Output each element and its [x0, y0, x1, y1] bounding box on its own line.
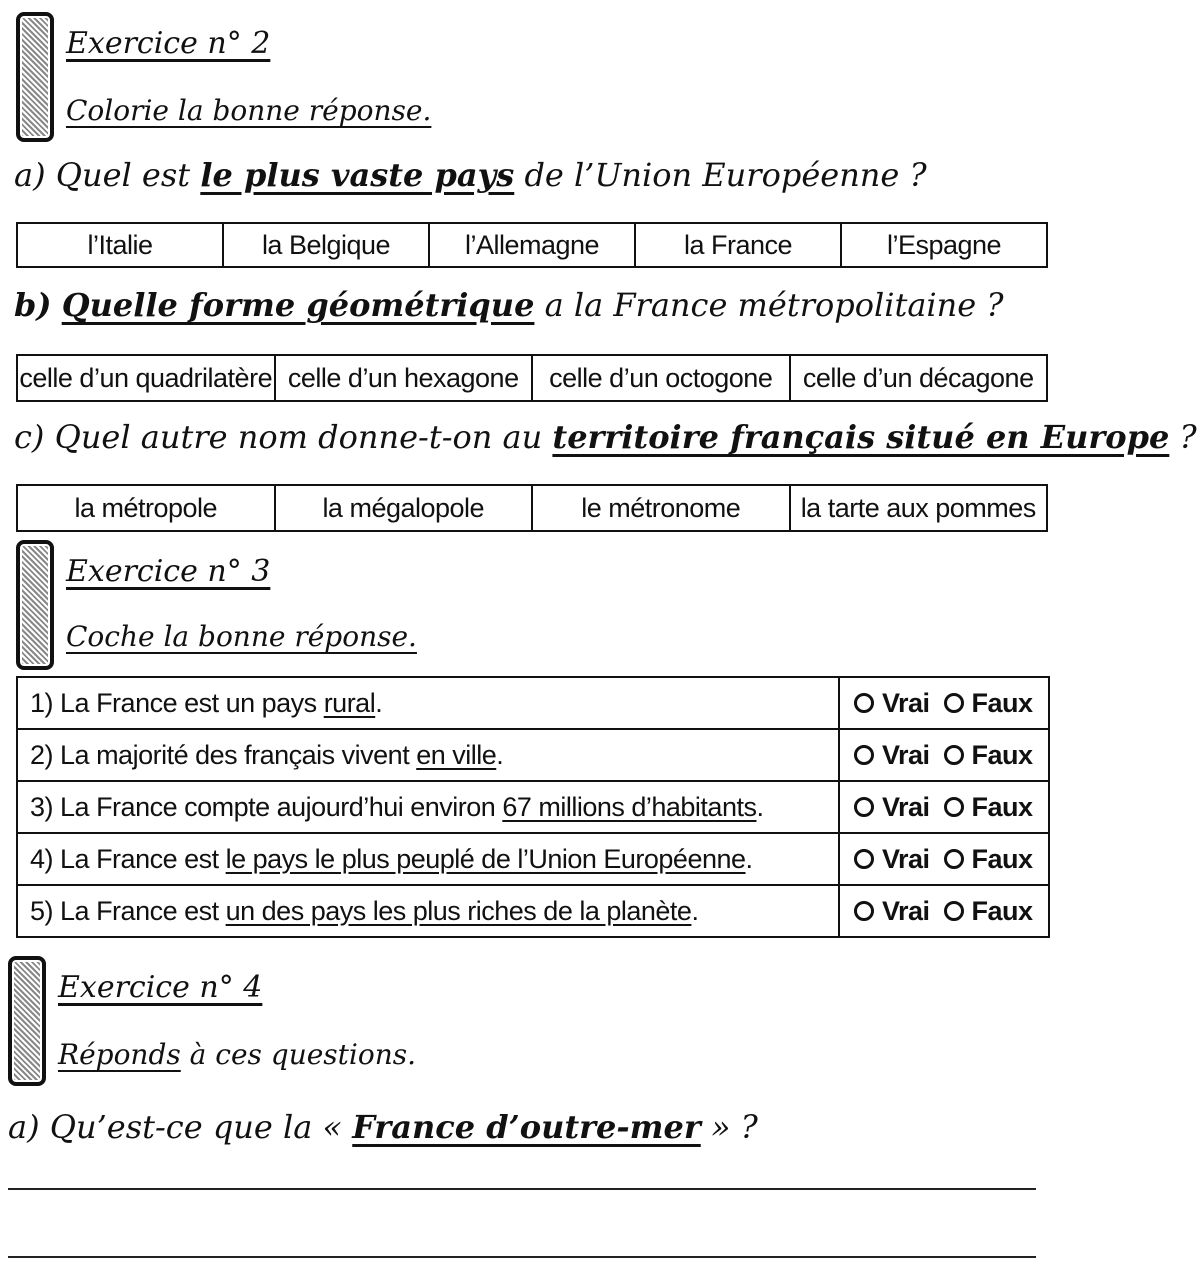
exercise-3-title: Exercice n° 3	[66, 554, 271, 589]
question-2a-pre: Quel est	[55, 156, 191, 194]
statement-number: 2)	[30, 739, 54, 770]
statement-underlined: rural	[323, 687, 376, 718]
choice-cell[interactable]: la Belgique	[223, 223, 429, 267]
radio-true[interactable]	[854, 901, 874, 921]
radio-true[interactable]	[854, 849, 874, 869]
choice-cell[interactable]: la mégalopole	[275, 485, 533, 531]
statement-end: .	[375, 687, 383, 718]
false-label: Faux	[971, 843, 1033, 874]
statement-end: .	[691, 895, 699, 926]
choice-cell[interactable]: l’Allemagne	[429, 223, 635, 267]
question-2b-post: a la France métropolitaine ?	[544, 286, 1004, 324]
question-2c-label: c)	[14, 418, 45, 456]
statement-number: 3)	[30, 791, 54, 822]
choice-cell[interactable]: l’Italie	[17, 223, 223, 267]
exercise-4-title: Exercice n° 4	[58, 970, 263, 1005]
true-false-options	[839, 729, 1049, 781]
question-4a-post: » ?	[710, 1108, 758, 1146]
exercise-3-instruction-text: Coche la bonne réponse.	[66, 620, 417, 653]
question-4a-emphasis: France d’outre-mer	[352, 1108, 701, 1146]
statement-text: La France est un pays	[60, 687, 324, 718]
choice-cell[interactable]: la métropole	[17, 485, 275, 531]
choices-2b	[16, 354, 1048, 402]
question-4a-pre: Qu’est-ce que la «	[49, 1108, 343, 1146]
question-2a-emphasis: le plus vaste pays	[200, 156, 515, 194]
statement-underlined: un des pays les plus riches de la planète	[225, 895, 692, 926]
exercise-4-instruction-underlined: Réponds	[58, 1038, 181, 1071]
choices-2c	[16, 484, 1048, 532]
exercise-4-marker	[8, 956, 46, 1086]
false-label: Faux	[971, 687, 1033, 718]
statement-end: .	[496, 739, 504, 770]
true-label: Vrai	[882, 791, 930, 822]
statement-underlined: 67 millions d’habitants	[502, 791, 757, 822]
exercise-3-instruction	[66, 620, 417, 653]
choice-cell[interactable]: celle d’un hexagone	[275, 355, 533, 401]
statement-text: La France est	[60, 895, 226, 926]
statement-number: 1)	[30, 687, 54, 718]
statement-text: La France est	[60, 843, 226, 874]
statement-text: La majorité des français vivent	[60, 739, 417, 770]
question-2a-post: de l’Union Européenne ?	[524, 156, 927, 194]
radio-true[interactable]	[854, 797, 874, 817]
choices-2a	[16, 222, 1048, 268]
true-label: Vrai	[882, 843, 930, 874]
statement-underlined: en ville	[416, 739, 497, 770]
question-2b	[14, 286, 1004, 324]
question-2c-post: ?	[1179, 418, 1197, 456]
exercise-4-instruction-rest: à ces questions.	[180, 1038, 417, 1071]
statement	[17, 729, 839, 781]
choice-cell[interactable]: la France	[635, 223, 841, 267]
statement-text: La France compte aujourd’hui environ	[60, 791, 503, 822]
statement	[17, 781, 839, 833]
true-label: Vrai	[882, 895, 930, 926]
exercise-3-marker	[16, 540, 54, 670]
statement-number: 4)	[30, 843, 54, 874]
statement-end: .	[756, 791, 764, 822]
question-2a	[14, 156, 927, 194]
radio-false[interactable]	[944, 797, 964, 817]
statement-number: 5)	[30, 895, 54, 926]
answer-line[interactable]	[8, 1256, 1036, 1258]
true-false-table	[16, 676, 1050, 938]
choice-cell[interactable]: la tarte aux pommes	[790, 485, 1048, 531]
table-row	[17, 833, 1049, 885]
table-row	[17, 677, 1049, 729]
true-false-options	[839, 781, 1049, 833]
statement	[17, 885, 839, 937]
question-2c-emphasis: territoire français situé en Europe	[552, 418, 1170, 456]
false-label: Faux	[971, 739, 1033, 770]
exercise-2-marker	[16, 12, 54, 142]
question-4a	[8, 1108, 758, 1146]
radio-false[interactable]	[944, 693, 964, 713]
false-label: Faux	[971, 791, 1033, 822]
answer-line[interactable]	[8, 1188, 1036, 1190]
statement	[17, 677, 839, 729]
exercise-2-instruction	[66, 94, 431, 127]
radio-false[interactable]	[944, 745, 964, 765]
choice-cell[interactable]: le métronome	[532, 485, 790, 531]
true-false-options	[839, 885, 1049, 937]
question-2a-label: a)	[14, 156, 46, 194]
choice-cell[interactable]: celle d’un décagone	[790, 355, 1048, 401]
radio-true[interactable]	[854, 693, 874, 713]
true-label: Vrai	[882, 687, 930, 718]
radio-true[interactable]	[854, 745, 874, 765]
exercise-4-instruction	[58, 1038, 416, 1071]
question-4a-label: a)	[8, 1108, 40, 1146]
statement-underlined: le pays le plus peuplé de l’Union Européenne	[225, 843, 746, 874]
exercise-2-title: Exercice n° 2	[66, 26, 271, 61]
choice-cell[interactable]: l’Espagne	[841, 223, 1047, 267]
choice-cell[interactable]: celle d’un octogone	[532, 355, 790, 401]
table-row	[17, 885, 1049, 937]
radio-false[interactable]	[944, 901, 964, 921]
statement-end: .	[745, 843, 753, 874]
choice-cell[interactable]: celle d’un quadrilatère	[17, 355, 275, 401]
question-2c-pre: Quel autre nom donne-t-on au	[54, 418, 543, 456]
exercise-2-instruction-text: Colorie la bonne réponse.	[66, 94, 432, 127]
radio-false[interactable]	[944, 849, 964, 869]
question-2b-emphasis: Quelle forme géométrique	[61, 286, 535, 324]
true-label: Vrai	[882, 739, 930, 770]
table-row	[17, 729, 1049, 781]
true-false-options	[839, 677, 1049, 729]
table-row	[17, 781, 1049, 833]
false-label: Faux	[971, 895, 1033, 926]
true-false-options	[839, 833, 1049, 885]
question-2c	[14, 418, 1197, 456]
question-2b-label: b)	[14, 286, 52, 324]
statement	[17, 833, 839, 885]
